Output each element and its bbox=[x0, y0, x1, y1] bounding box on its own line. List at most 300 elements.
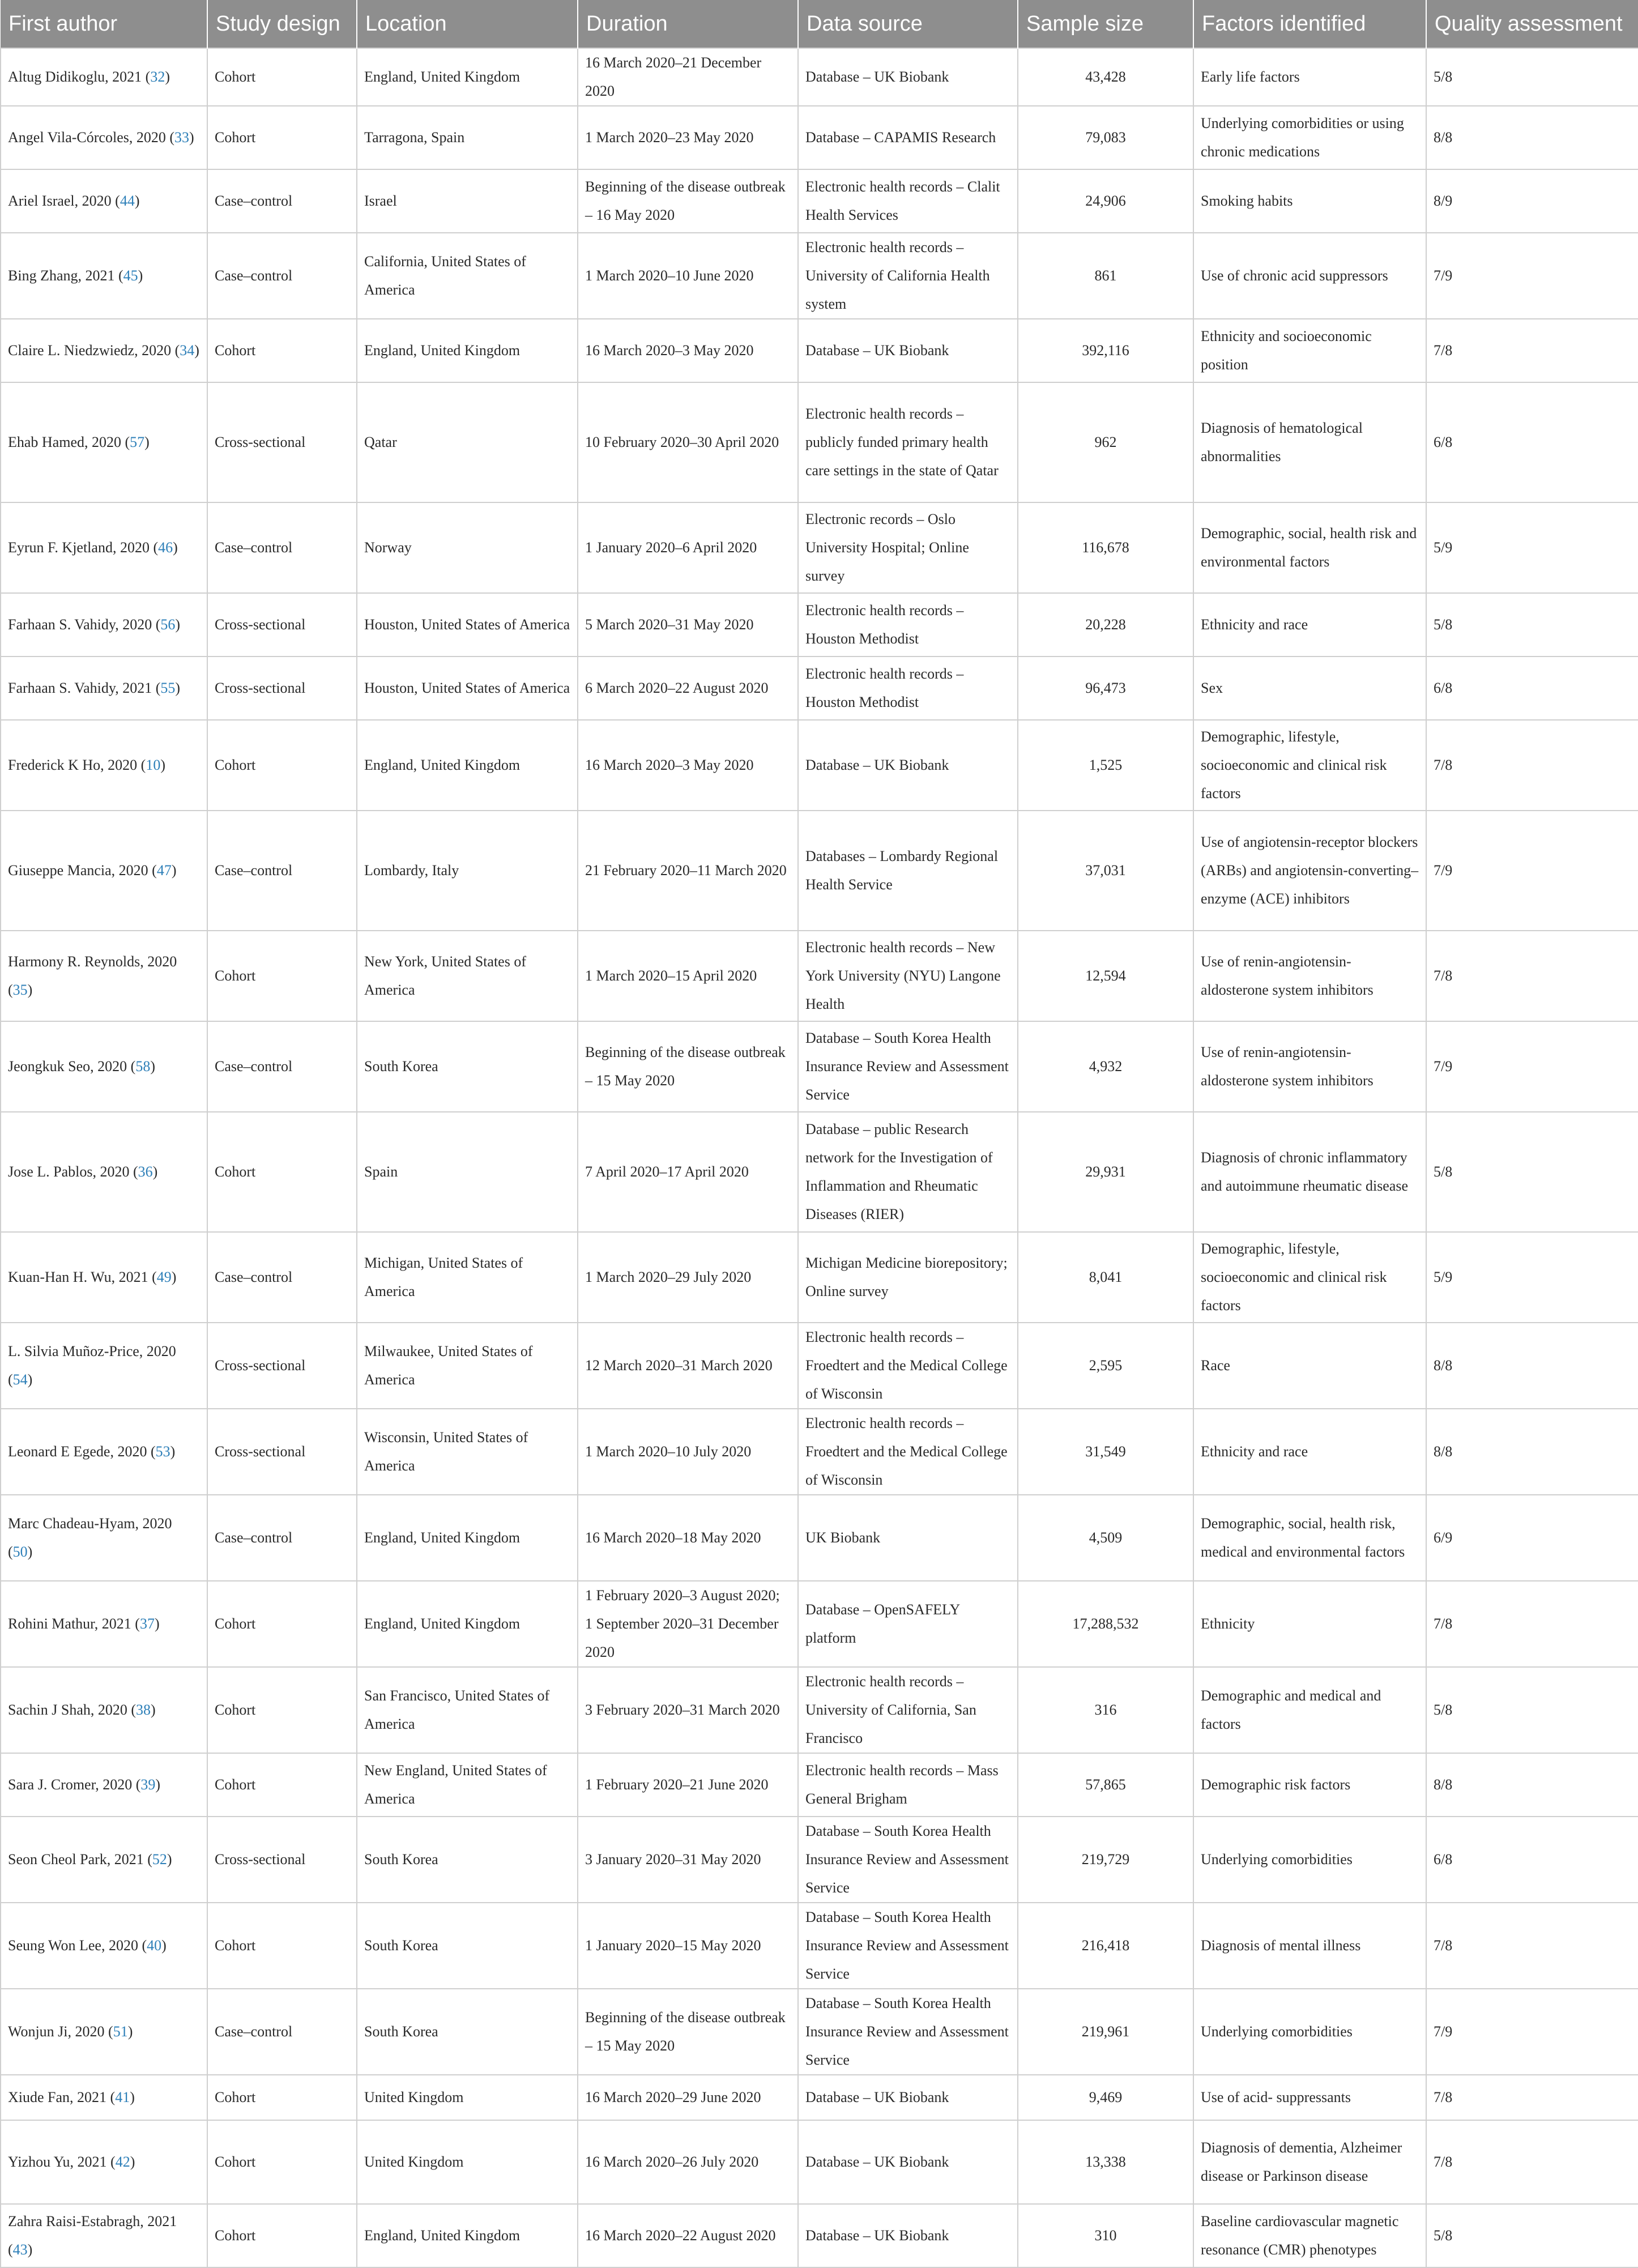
cell-first-author bbox=[1, 1323, 207, 1409]
cell-sample-size: 219,729 bbox=[1018, 1817, 1193, 1903]
cell-study-design: Cross-sectional bbox=[207, 1409, 357, 1495]
cell-data-source: Database – South Korea Health Insurance Review and Assessment Service bbox=[798, 1021, 1018, 1112]
cell-first-author bbox=[1, 1667, 207, 1753]
cell-study-design: Cohort bbox=[207, 931, 357, 1021]
cell-duration: 6 March 2020–22 August 2020 bbox=[578, 656, 798, 720]
cell-duration: 12 March 2020–31 March 2020 bbox=[578, 1323, 798, 1409]
cell-duration: 1 January 2020–15 May 2020 bbox=[578, 1903, 798, 1989]
cell-first-author bbox=[1, 2120, 207, 2204]
author-name-end: ) bbox=[127, 2023, 133, 2040]
cell-factors-identified: Demographic, social, health risk, medical and environmental factors bbox=[1193, 1495, 1426, 1581]
table-row bbox=[1, 382, 1638, 502]
cell-sample-size: 1,525 bbox=[1018, 720, 1193, 811]
cell-factors-identified: Use of angiotensin-receptor blockers (ARBs) and angiotensin-converting–enzyme (ACE) inhibitors bbox=[1193, 811, 1426, 931]
cell-first-author bbox=[1, 233, 207, 319]
author-name-end: ) bbox=[167, 1851, 172, 1868]
reference-link[interactable]: 37 bbox=[139, 1615, 155, 1632]
cell-sample-size: 31,549 bbox=[1018, 1409, 1193, 1495]
reference-link[interactable]: 43 bbox=[12, 2241, 28, 2258]
cell-study-design: Case–control bbox=[207, 502, 357, 593]
cell-quality-assessment: 5/9 bbox=[1426, 1232, 1638, 1323]
author-name: Yizhou Yu, 2021 ( bbox=[8, 2154, 116, 2170]
author-name: Leonard E Egede, 2020 ( bbox=[8, 1443, 156, 1460]
cell-factors-identified: Sex bbox=[1193, 656, 1426, 720]
header-duration: Duration bbox=[578, 0, 798, 48]
cell-study-design: Cohort bbox=[207, 48, 357, 106]
cell-study-design: Case–control bbox=[207, 1989, 357, 2075]
cell-location: England, United Kingdom bbox=[357, 1495, 578, 1581]
cell-data-source: Electronic health records – Houston Methodist bbox=[798, 593, 1018, 656]
cell-location: Milwaukee, United States of America bbox=[357, 1323, 578, 1409]
cell-factors-identified: Demographic, lifestyle, socioeconomic and clinical risk factors bbox=[1193, 720, 1426, 811]
cell-quality-assessment: 6/8 bbox=[1426, 1817, 1638, 1903]
reference-link[interactable]: 52 bbox=[152, 1851, 167, 1868]
table-row bbox=[1, 48, 1638, 106]
author-name-end: ) bbox=[154, 1615, 160, 1632]
cell-data-source: Electronic health records – Clalit Health Services bbox=[798, 169, 1018, 233]
cell-study-design: Cohort bbox=[207, 1753, 357, 1817]
cell-study-design: Cohort bbox=[207, 720, 357, 811]
cell-factors-identified: Use of acid- suppressants bbox=[1193, 2075, 1426, 2120]
cell-sample-size: 17,288,532 bbox=[1018, 1581, 1193, 1667]
reference-link[interactable]: 49 bbox=[156, 1269, 172, 1285]
cell-duration: 3 January 2020–31 May 2020 bbox=[578, 1817, 798, 1903]
cell-quality-assessment: 5/8 bbox=[1426, 2204, 1638, 2267]
cell-location: Norway bbox=[357, 502, 578, 593]
table-row bbox=[1, 169, 1638, 233]
cell-first-author bbox=[1, 1495, 207, 1581]
cell-first-author bbox=[1, 1581, 207, 1667]
author-name-end: ) bbox=[160, 757, 166, 773]
cell-quality-assessment: 7/8 bbox=[1426, 2075, 1638, 2120]
cell-location: San Francisco, United States of America bbox=[357, 1667, 578, 1753]
cell-location: South Korea bbox=[357, 1989, 578, 2075]
author-name: Claire L. Niedzwiedz, 2020 ( bbox=[8, 342, 180, 359]
cell-study-design: Cross-sectional bbox=[207, 1817, 357, 1903]
table-row bbox=[1, 2075, 1638, 2120]
cell-duration: 21 February 2020–11 March 2020 bbox=[578, 811, 798, 931]
reference-link[interactable]: 45 bbox=[123, 267, 138, 284]
cell-study-design: Cross-sectional bbox=[207, 593, 357, 656]
cell-sample-size: 316 bbox=[1018, 1667, 1193, 1753]
reference-link[interactable]: 32 bbox=[150, 69, 165, 85]
cell-study-design: Case–control bbox=[207, 811, 357, 931]
reference-link[interactable]: 34 bbox=[180, 342, 195, 359]
cell-data-source: Michigan Medicine biorepository; Online survey bbox=[798, 1232, 1018, 1323]
cell-quality-assessment: 7/9 bbox=[1426, 811, 1638, 931]
cell-factors-identified: Diagnosis of chronic inflammatory and autoimmune rheumatic disease bbox=[1193, 1112, 1426, 1232]
cell-quality-assessment: 7/9 bbox=[1426, 1989, 1638, 2075]
reference-link[interactable]: 10 bbox=[146, 757, 161, 773]
cell-sample-size: 2,595 bbox=[1018, 1323, 1193, 1409]
cell-study-design: Cohort bbox=[207, 106, 357, 169]
table-row bbox=[1, 1232, 1638, 1323]
cell-data-source: Electronic records – Oslo University Hospital; Online survey bbox=[798, 502, 1018, 593]
cell-factors-identified: Demographic risk factors bbox=[1193, 1753, 1426, 1817]
cell-location: England, United Kingdom bbox=[357, 319, 578, 382]
cell-factors-identified: Ethnicity and race bbox=[1193, 1409, 1426, 1495]
reference-link[interactable]: 55 bbox=[160, 680, 176, 696]
cell-factors-identified: Use of chronic acid suppressors bbox=[1193, 233, 1426, 319]
cell-sample-size: 12,594 bbox=[1018, 931, 1193, 1021]
cell-factors-identified: Underlying comorbidities bbox=[1193, 1989, 1426, 2075]
table-row bbox=[1, 2120, 1638, 2204]
cell-quality-assessment: 6/8 bbox=[1426, 382, 1638, 502]
cell-quality-assessment: 7/9 bbox=[1426, 1021, 1638, 1112]
cell-factors-identified: Use of renin-angiotensin-aldosterone system inhibitors bbox=[1193, 1021, 1426, 1112]
table-row bbox=[1, 1667, 1638, 1753]
table-row bbox=[1, 593, 1638, 656]
cell-location: New England, United States of America bbox=[357, 1753, 578, 1817]
cell-quality-assessment: 7/8 bbox=[1426, 1581, 1638, 1667]
author-name: Bing Zhang, 2021 ( bbox=[8, 267, 123, 284]
cell-location: California, United States of America bbox=[357, 233, 578, 319]
author-name: Marc Chadeau-Hyam, 2020 ( bbox=[8, 1515, 172, 1560]
author-name-end: ) bbox=[152, 1163, 158, 1180]
author-name-end: ) bbox=[130, 2154, 135, 2170]
cell-study-design: Cohort bbox=[207, 319, 357, 382]
author-name-end: ) bbox=[134, 193, 140, 209]
table-row bbox=[1, 1323, 1638, 1409]
cell-study-design: Cross-sectional bbox=[207, 656, 357, 720]
author-name: Farhaan S. Vahidy, 2021 ( bbox=[8, 680, 161, 696]
cell-location: England, United Kingdom bbox=[357, 2204, 578, 2267]
reference-link[interactable]: 40 bbox=[147, 1937, 162, 1954]
cell-study-design: Cohort bbox=[207, 1581, 357, 1667]
cell-location: Qatar bbox=[357, 382, 578, 502]
reference-link[interactable]: 33 bbox=[174, 129, 190, 146]
table-row bbox=[1, 1817, 1638, 1903]
cell-first-author bbox=[1, 931, 207, 1021]
cell-first-author bbox=[1, 593, 207, 656]
cell-data-source: Electronic health records – University of California, San Francisco bbox=[798, 1667, 1018, 1753]
cell-sample-size: 24,906 bbox=[1018, 169, 1193, 233]
table-row bbox=[1, 1989, 1638, 2075]
cell-data-source: Database – South Korea Health Insurance Review and Assessment Service bbox=[798, 1989, 1018, 2075]
cell-sample-size: 96,473 bbox=[1018, 656, 1193, 720]
cell-duration: 16 March 2020–21 December 2020 bbox=[578, 48, 798, 106]
cell-first-author bbox=[1, 811, 207, 931]
cell-quality-assessment: 7/8 bbox=[1426, 931, 1638, 1021]
cell-data-source: Electronic health records – Froedtert and the Medical College of Wisconsin bbox=[798, 1323, 1018, 1409]
author-name: Sara J. Cromer, 2020 ( bbox=[8, 1776, 141, 1793]
cell-location: South Korea bbox=[357, 1817, 578, 1903]
cell-sample-size: 37,031 bbox=[1018, 811, 1193, 931]
cell-study-design: Cross-sectional bbox=[207, 1323, 357, 1409]
author-name-end: ) bbox=[150, 1058, 155, 1075]
author-name-end: ) bbox=[170, 1443, 176, 1460]
cell-quality-assessment: 8/8 bbox=[1426, 1323, 1638, 1409]
cell-first-author bbox=[1, 1021, 207, 1112]
cell-duration: 1 February 2020–3 August 2020; 1 September 2020–31 December 2020 bbox=[578, 1581, 798, 1667]
cell-location: South Korea bbox=[357, 1903, 578, 1989]
table-row bbox=[1, 502, 1638, 593]
cell-sample-size: 392,116 bbox=[1018, 319, 1193, 382]
reference-link[interactable]: 50 bbox=[12, 1544, 28, 1560]
header-factors-identified: Factors identified bbox=[1193, 0, 1426, 48]
cell-study-design: Case–control bbox=[207, 1495, 357, 1581]
cell-factors-identified: Ethnicity and race bbox=[1193, 593, 1426, 656]
cell-data-source: Databases – Lombardy Regional Health Service bbox=[798, 811, 1018, 931]
table-row bbox=[1, 720, 1638, 811]
cell-sample-size: 116,678 bbox=[1018, 502, 1193, 593]
cell-factors-identified: Underlying comorbidities or using chronic medications bbox=[1193, 106, 1426, 169]
cell-first-author bbox=[1, 48, 207, 106]
cell-location: Lombardy, Italy bbox=[357, 811, 578, 931]
cell-quality-assessment: 7/8 bbox=[1426, 1903, 1638, 1989]
cell-data-source: Database – South Korea Health Insurance Review and Assessment Service bbox=[798, 1903, 1018, 1989]
cell-quality-assessment: 5/8 bbox=[1426, 593, 1638, 656]
cell-study-design: Case–control bbox=[207, 233, 357, 319]
cell-data-source: Database – CAPAMIS Research bbox=[798, 106, 1018, 169]
author-name-end: ) bbox=[151, 1702, 156, 1718]
author-name: Jose L. Pablos, 2020 ( bbox=[8, 1163, 138, 1180]
cell-first-author bbox=[1, 169, 207, 233]
cell-duration: 1 March 2020–29 July 2020 bbox=[578, 1232, 798, 1323]
cell-duration: 7 April 2020–17 April 2020 bbox=[578, 1112, 798, 1232]
cell-factors-identified: Ethnicity bbox=[1193, 1581, 1426, 1667]
cell-duration: 1 January 2020–6 April 2020 bbox=[578, 502, 798, 593]
cell-location: Houston, United States of America bbox=[357, 656, 578, 720]
cell-study-design: Case–control bbox=[207, 169, 357, 233]
cell-data-source: Database – UK Biobank bbox=[798, 720, 1018, 811]
header-first-author: First author bbox=[1, 0, 207, 48]
reference-link[interactable]: 41 bbox=[115, 2089, 130, 2105]
cell-location: England, United Kingdom bbox=[357, 1581, 578, 1667]
cell-first-author bbox=[1, 1112, 207, 1232]
cell-duration: 10 February 2020–30 April 2020 bbox=[578, 382, 798, 502]
table-row bbox=[1, 1021, 1638, 1112]
author-name: Harmony R. Reynolds, 2020 ( bbox=[8, 953, 177, 998]
cell-first-author bbox=[1, 720, 207, 811]
cell-location: Houston, United States of America bbox=[357, 593, 578, 656]
cell-factors-identified: Ethnicity and socioeconomic position bbox=[1193, 319, 1426, 382]
reference-link[interactable]: 35 bbox=[12, 982, 28, 998]
cell-quality-assessment: 7/9 bbox=[1426, 233, 1638, 319]
cell-study-design: Cohort bbox=[207, 2075, 357, 2120]
table-row bbox=[1, 656, 1638, 720]
cell-study-design: Case–control bbox=[207, 1021, 357, 1112]
cell-sample-size: 43,428 bbox=[1018, 48, 1193, 106]
cell-sample-size: 219,961 bbox=[1018, 1989, 1193, 2075]
cell-quality-assessment: 5/8 bbox=[1426, 48, 1638, 106]
cell-duration: 1 March 2020–23 May 2020 bbox=[578, 106, 798, 169]
cell-quality-assessment: 5/8 bbox=[1426, 1112, 1638, 1232]
cell-location: United Kingdom bbox=[357, 2075, 578, 2120]
reference-link[interactable]: 56 bbox=[160, 616, 176, 633]
table-body bbox=[1, 48, 1638, 2267]
cell-sample-size: 861 bbox=[1018, 233, 1193, 319]
author-name-end: ) bbox=[27, 2241, 33, 2258]
cell-duration: 1 March 2020–15 April 2020 bbox=[578, 931, 798, 1021]
cell-factors-identified: Diagnosis of hematological abnormalities bbox=[1193, 382, 1426, 502]
cell-factors-identified: Baseline cardiovascular magnetic resonance (CMR) phenotypes bbox=[1193, 2204, 1426, 2267]
cell-quality-assessment: 8/8 bbox=[1426, 106, 1638, 169]
table-row bbox=[1, 2204, 1638, 2267]
cell-data-source: Electronic health records – Houston Methodist bbox=[798, 656, 1018, 720]
cell-sample-size: 8,041 bbox=[1018, 1232, 1193, 1323]
cell-duration: 16 March 2020–22 August 2020 bbox=[578, 2204, 798, 2267]
cell-sample-size: 13,338 bbox=[1018, 2120, 1193, 2204]
reference-link[interactable]: 47 bbox=[156, 862, 172, 879]
cell-duration: 16 March 2020–26 July 2020 bbox=[578, 2120, 798, 2204]
cell-quality-assessment: 8/8 bbox=[1426, 1409, 1638, 1495]
author-name-end: ) bbox=[194, 342, 199, 359]
cell-location: South Korea bbox=[357, 1021, 578, 1112]
reference-link[interactable]: 57 bbox=[130, 434, 145, 450]
reference-link[interactable]: 39 bbox=[140, 1776, 156, 1793]
header-row bbox=[1, 0, 1638, 48]
cell-sample-size: 20,228 bbox=[1018, 593, 1193, 656]
cell-factors-identified: Smoking habits bbox=[1193, 169, 1426, 233]
author-name: Ehab Hamed, 2020 ( bbox=[8, 434, 130, 450]
author-name: Kuan-Han H. Wu, 2021 ( bbox=[8, 1269, 157, 1285]
cell-study-design: Cohort bbox=[207, 2120, 357, 2204]
cell-quality-assessment: 6/9 bbox=[1426, 1495, 1638, 1581]
cell-quality-assessment: 6/8 bbox=[1426, 656, 1638, 720]
cell-data-source: Electronic health records – publicly funded primary health care settings in the state of Qatar bbox=[798, 382, 1018, 502]
cell-duration: 1 February 2020–21 June 2020 bbox=[578, 1753, 798, 1817]
author-name-end: ) bbox=[144, 434, 150, 450]
author-name: Eyrun F. Kjetland, 2020 ( bbox=[8, 539, 159, 556]
cell-factors-identified: Demographic, lifestyle, socioeconomic and clinical risk factors bbox=[1193, 1232, 1426, 1323]
cell-sample-size: 310 bbox=[1018, 2204, 1193, 2267]
cell-study-design: Cross-sectional bbox=[207, 382, 357, 502]
reference-link[interactable]: 36 bbox=[138, 1163, 153, 1180]
author-name-end: ) bbox=[155, 1776, 161, 1793]
cell-first-author bbox=[1, 1232, 207, 1323]
table-row bbox=[1, 106, 1638, 169]
author-name: Seon Cheol Park, 2021 ( bbox=[8, 1851, 152, 1868]
cell-factors-identified: Demographic and medical and factors bbox=[1193, 1667, 1426, 1753]
author-name-end: ) bbox=[171, 1269, 177, 1285]
author-name: Sachin J Shah, 2020 ( bbox=[8, 1702, 136, 1718]
cell-sample-size: 4,509 bbox=[1018, 1495, 1193, 1581]
cell-factors-identified: Underlying comorbidities bbox=[1193, 1817, 1426, 1903]
cell-factors-identified: Diagnosis of mental illness bbox=[1193, 1903, 1426, 1989]
cell-first-author bbox=[1, 382, 207, 502]
cell-first-author bbox=[1, 1989, 207, 2075]
cell-duration: 5 March 2020–31 May 2020 bbox=[578, 593, 798, 656]
author-name-end: ) bbox=[175, 680, 181, 696]
cell-first-author bbox=[1, 1903, 207, 1989]
reference-link[interactable]: 53 bbox=[155, 1443, 170, 1460]
cell-sample-size: 4,932 bbox=[1018, 1021, 1193, 1112]
author-name-end: ) bbox=[138, 267, 143, 284]
author-name: Zahra Raisi-Estabragh, 2021 ( bbox=[8, 2213, 177, 2258]
table-row bbox=[1, 1409, 1638, 1495]
table-row bbox=[1, 1112, 1638, 1232]
reference-link[interactable]: 54 bbox=[12, 1371, 28, 1388]
cell-factors-identified: Early life factors bbox=[1193, 48, 1426, 106]
cell-sample-size: 962 bbox=[1018, 382, 1193, 502]
cell-study-design: Cohort bbox=[207, 1903, 357, 1989]
header-data-source: Data source bbox=[798, 0, 1018, 48]
table-row bbox=[1, 319, 1638, 382]
header-study-design: Study design bbox=[207, 0, 357, 48]
author-name: Altug Didikoglu, 2021 ( bbox=[8, 69, 151, 85]
cell-duration: 3 February 2020–31 March 2020 bbox=[578, 1667, 798, 1753]
cell-location: Michigan, United States of America bbox=[357, 1232, 578, 1323]
cell-duration: 1 March 2020–10 July 2020 bbox=[578, 1409, 798, 1495]
cell-sample-size: 9,469 bbox=[1018, 2075, 1193, 2120]
cell-first-author bbox=[1, 319, 207, 382]
author-name: Seung Won Lee, 2020 ( bbox=[8, 1937, 147, 1954]
cell-sample-size: 29,931 bbox=[1018, 1112, 1193, 1232]
table-row bbox=[1, 1753, 1638, 1817]
cell-quality-assessment: 7/8 bbox=[1426, 319, 1638, 382]
author-name-end: ) bbox=[161, 1937, 167, 1954]
cell-location: England, United Kingdom bbox=[357, 48, 578, 106]
author-name: Farhaan S. Vahidy, 2020 ( bbox=[8, 616, 161, 633]
reference-link[interactable]: 46 bbox=[158, 539, 173, 556]
cell-first-author bbox=[1, 656, 207, 720]
author-name: L. Silvia Muñoz-Price, 2020 ( bbox=[8, 1343, 176, 1388]
cell-first-author bbox=[1, 1753, 207, 1817]
cell-sample-size: 79,083 bbox=[1018, 106, 1193, 169]
cell-data-source: Database – UK Biobank bbox=[798, 48, 1018, 106]
cell-study-design: Cohort bbox=[207, 2204, 357, 2267]
cell-first-author bbox=[1, 2204, 207, 2267]
author-name-end: ) bbox=[171, 862, 177, 879]
cell-factors-identified: Demographic, social, health risk and environmental factors bbox=[1193, 502, 1426, 593]
author-name: Xiude Fan, 2021 ( bbox=[8, 2089, 116, 2105]
author-name-end: ) bbox=[27, 982, 33, 998]
header-sample-size: Sample size bbox=[1018, 0, 1193, 48]
cell-duration: 1 March 2020–10 June 2020 bbox=[578, 233, 798, 319]
author-name: Angel Vila-Córcoles, 2020 ( bbox=[8, 129, 175, 146]
cell-location: New York, United States of America bbox=[357, 931, 578, 1021]
cell-data-source: Database – OpenSAFELY platform bbox=[798, 1581, 1018, 1667]
cell-data-source: Database – UK Biobank bbox=[798, 319, 1018, 382]
cell-location: Wisconsin, United States of America bbox=[357, 1409, 578, 1495]
reference-link[interactable]: 38 bbox=[136, 1702, 151, 1718]
cell-data-source: Database – South Korea Health Insurance Review and Assessment Service bbox=[798, 1817, 1018, 1903]
cell-sample-size: 57,865 bbox=[1018, 1753, 1193, 1817]
header-location: Location bbox=[357, 0, 578, 48]
cell-data-source: UK Biobank bbox=[798, 1495, 1018, 1581]
author-name: Jeongkuk Seo, 2020 ( bbox=[8, 1058, 136, 1075]
cell-duration: Beginning of the disease outbreak – 15 May 2020 bbox=[578, 1021, 798, 1112]
reference-link[interactable]: 42 bbox=[115, 2154, 130, 2170]
cell-duration: Beginning of the disease outbreak – 16 May 2020 bbox=[578, 169, 798, 233]
reference-link[interactable]: 51 bbox=[113, 2023, 128, 2040]
author-name-end: ) bbox=[173, 539, 178, 556]
table-row bbox=[1, 811, 1638, 931]
table-row bbox=[1, 1495, 1638, 1581]
reference-link[interactable]: 58 bbox=[135, 1058, 151, 1075]
cell-study-design: Cohort bbox=[207, 1667, 357, 1753]
cell-duration: 16 March 2020–3 May 2020 bbox=[578, 720, 798, 811]
cell-location: Spain bbox=[357, 1112, 578, 1232]
table-row bbox=[1, 1581, 1638, 1667]
author-name: Wonjun Ji, 2020 ( bbox=[8, 2023, 113, 2040]
author-name-end: ) bbox=[27, 1371, 33, 1388]
cell-location: United Kingdom bbox=[357, 2120, 578, 2204]
author-name-end: ) bbox=[189, 129, 194, 146]
author-name-end: ) bbox=[165, 69, 170, 85]
author-name-end: ) bbox=[175, 616, 181, 633]
author-name-end: ) bbox=[27, 1544, 33, 1560]
cell-data-source: Electronic health records – New York University (NYU) Langone Health bbox=[798, 931, 1018, 1021]
cell-data-source: Electronic health records – University of California Health system bbox=[798, 233, 1018, 319]
cell-sample-size: 216,418 bbox=[1018, 1903, 1193, 1989]
author-name-end: ) bbox=[130, 2089, 135, 2105]
table-row bbox=[1, 931, 1638, 1021]
author-name: Ariel Israel, 2020 ( bbox=[8, 193, 120, 209]
table-header bbox=[1, 0, 1638, 48]
reference-link[interactable]: 44 bbox=[120, 193, 135, 209]
